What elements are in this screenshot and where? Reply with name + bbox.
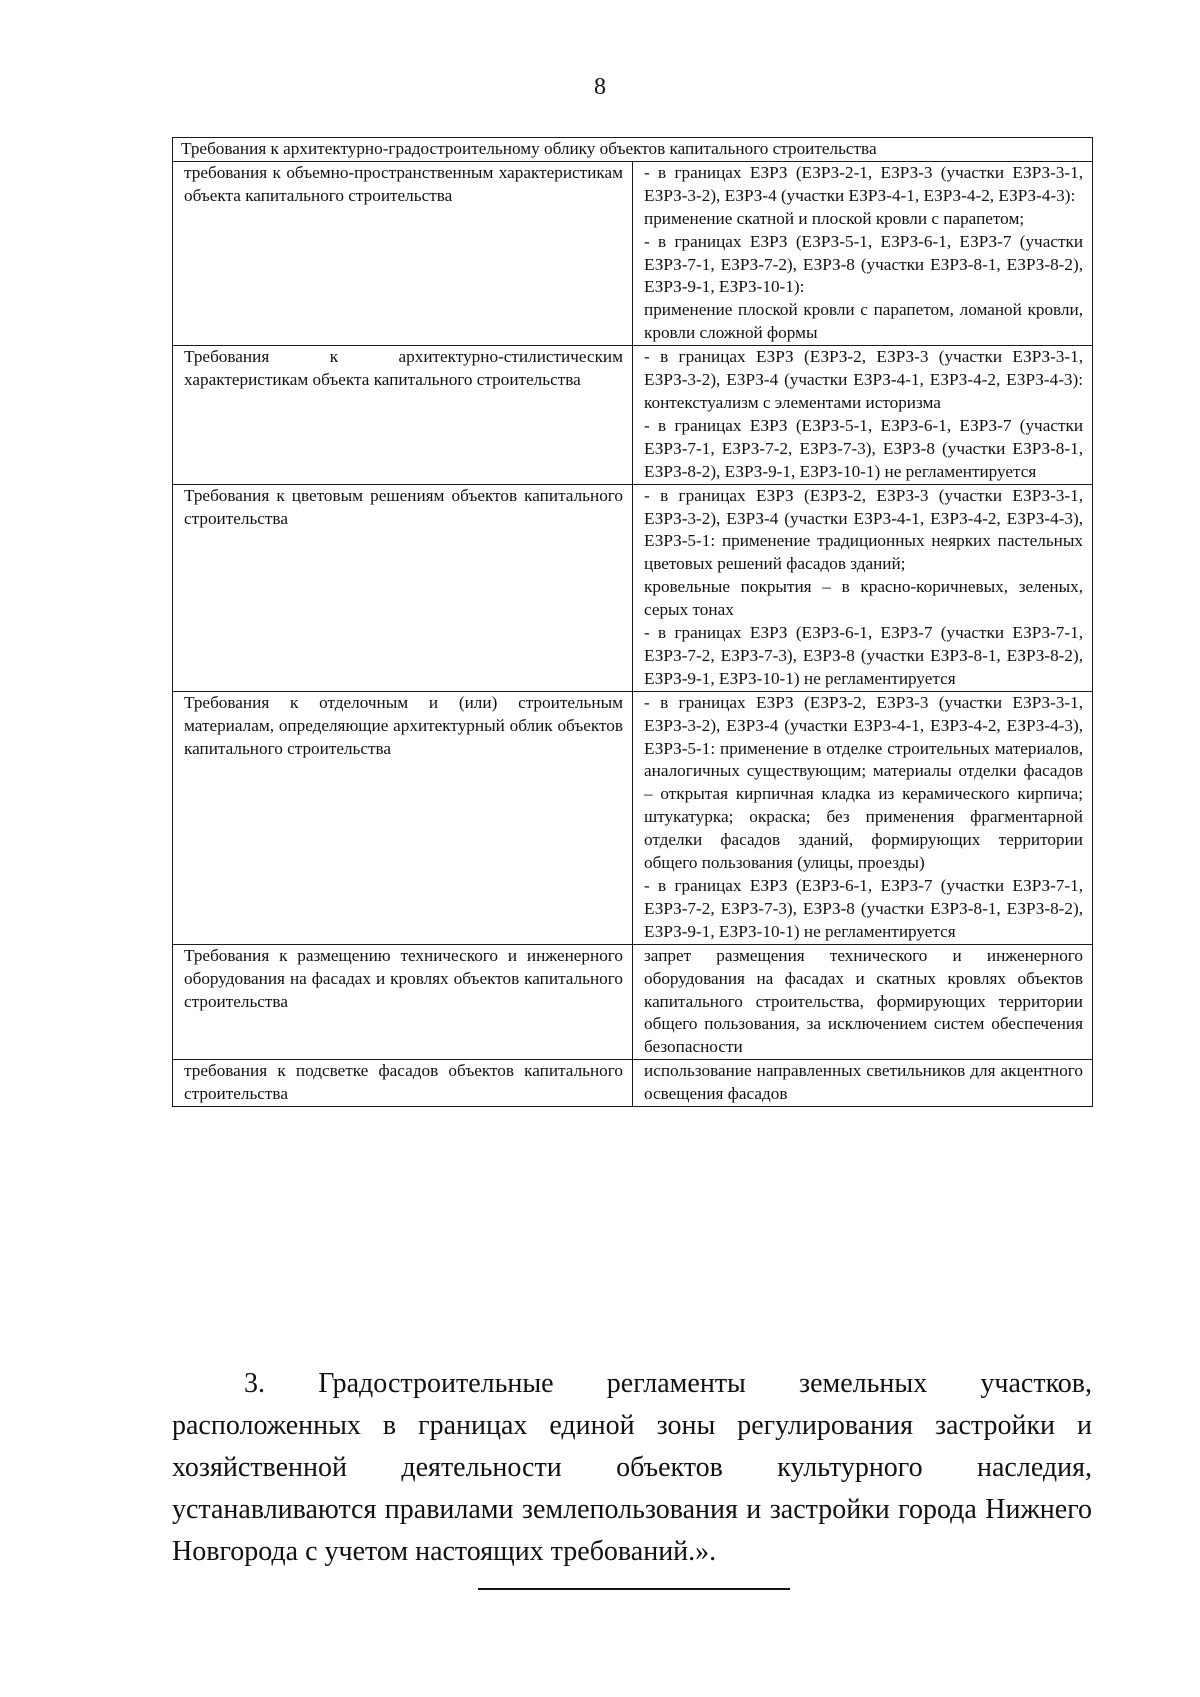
regulation-paragraph: использование направленных светильников для акцентного освещения фасадов (644, 1061, 1084, 1104)
regulation-paragraph: - в границах ЕЗРЗ (ЕЗРЗ-2, ЕЗРЗ-3 (участки ЕЗРЗ-3-1, ЕЗРЗ-3-2), ЕЗРЗ-4 (участки ЕЗРЗ-4-1, ЕЗРЗ-4-2, ЕЗРЗ-4-3): контекстуализм с элементами историзма (644, 347, 1084, 412)
regulation-cell (633, 346, 1093, 484)
regulation-cell (633, 161, 1093, 345)
table-header: Требования к архитектурно-градостроительному облику объектов капитального строительства (173, 138, 1093, 162)
regulation-paragraph: - в границах ЕЗРЗ (ЕЗРЗ-2, ЕЗРЗ-3 (участки ЕЗРЗ-3-1, ЕЗРЗ-3-2), ЕЗРЗ-4 (участки ЕЗРЗ-4-1, ЕЗРЗ-4-2, ЕЗРЗ-4-3), ЕЗРЗ-5-1: применение в отделке строительных материалов, аналогичных существующим; материалы отделки фасадов – открытая кирпичная кладка из керамического кирпича; штукатурка; окраска; без применения фрагментарной отделки фасадов зданий, формирующих территории общего пользования (улицы, проезды) (644, 692, 1084, 873)
regulation-paragraph: кровельные покрытия – в красно-коричневых, зеленых, серых тонах (644, 577, 1084, 620)
table-row (173, 1060, 1093, 1107)
regulation-paragraph: запрет размещения технического и инженерного оборудования на фасадах и скатных кровлях объектов капитального строительства, формирующих территории общего пользования, за исключением систем обеспечения безопасности (644, 945, 1084, 1057)
table-row (173, 484, 1093, 691)
requirement-cell: Требования к размещению технического и инженерного оборудования на фасадах и кровлях объектов капитального строительства (173, 944, 633, 1060)
regulation-paragraph: применение плоской кровли с парапетом, ломаной кровли, кровли сложной формы (644, 300, 1084, 343)
requirement-cell: Требования к цветовым решениям объектов капитального строительства (173, 484, 633, 691)
regulation-cell (633, 1060, 1093, 1107)
end-separator-line (478, 1588, 790, 1590)
requirement-cell: Требования к отделочным и (или) строительным материалам, определяющие архитектурный облик объектов капитального строительства (173, 691, 633, 944)
closing-paragraph (172, 1363, 1092, 1573)
regulation-paragraph: - в границах ЕЗРЗ (ЕЗРЗ-6-1, ЕЗРЗ-7 (участки ЕЗРЗ-7-1, ЕЗРЗ-7-2, ЕЗРЗ-7-3), ЕЗРЗ-8 (участки ЕЗРЗ-8-1, ЕЗРЗ-8-2), ЕЗРЗ-9-1, ЕЗРЗ-10-1) не регламентируется (644, 876, 1084, 941)
regulation-paragraph: - в границах ЕЗРЗ (ЕЗРЗ-5-1, ЕЗРЗ-6-1, ЕЗРЗ-7 (участки ЕЗРЗ-7-1, ЕЗРЗ-7-2, ЕЗРЗ-7-3), ЕЗРЗ-8 (участки ЕЗРЗ-8-1, ЕЗРЗ-8-2), ЕЗРЗ-9-1, ЕЗРЗ-10-1) не регламентируется (644, 415, 1084, 481)
requirements-table (172, 137, 1093, 1107)
table-row (173, 346, 1093, 484)
table-row (173, 161, 1093, 345)
regulation-paragraph: - в границах ЕЗРЗ (ЕЗРЗ-6-1, ЕЗРЗ-7 (участки ЕЗРЗ-7-1, ЕЗРЗ-7-2, ЕЗРЗ-7-3), ЕЗРЗ-8 (участки ЕЗРЗ-8-1, ЕЗРЗ-8-2), ЕЗРЗ-9-1, ЕЗРЗ-10-1) не регламентируется (644, 623, 1084, 688)
closing-paragraph-text: 3. Градостроительные регламенты земельных участков, расположенных в границах единой зоны регулирования застройки и хозяйственной деятельности объектов культурного наследия, устанавливаются правилами землепользования и застройки города Нижнего Новгорода с учетом настоящих требований.». (172, 1368, 1092, 1567)
requirement-cell: требования к подсветке фасадов объектов капитального строительства (173, 1060, 633, 1107)
regulation-paragraph: - в границах ЕЗРЗ (ЕЗРЗ-5-1, ЕЗРЗ-6-1, ЕЗРЗ-7 (участки ЕЗРЗ-7-1, ЕЗРЗ-7-2), ЕЗРЗ-8 (участки ЕЗРЗ-8-1, ЕЗРЗ-8-2), ЕЗРЗ-9-1, ЕЗРЗ-10-1): (644, 231, 1084, 297)
regulation-paragraph: - в границах ЕЗРЗ (ЕЗРЗ-2-1, ЕЗРЗ-3 (участки ЕЗРЗ-3-1, ЕЗРЗ-3-2), ЕЗРЗ-4 (участки ЕЗРЗ-4-1, ЕЗРЗ-4-2, ЕЗРЗ-4-3): (644, 162, 1084, 205)
page-number: 8 (594, 74, 606, 100)
table-row (173, 944, 1093, 1060)
requirement-cell: требования к объемно-пространственным характеристикам объекта капитального строительства (173, 161, 633, 345)
requirement-cell: Требования к архитектурно-стилистическим характеристикам объекта капитального строительства (173, 346, 633, 484)
regulation-cell (633, 484, 1093, 691)
table-row (173, 691, 1093, 944)
table-header-row (173, 138, 1093, 162)
regulation-paragraph: - в границах ЕЗРЗ (ЕЗРЗ-2, ЕЗРЗ-3 (участки ЕЗРЗ-3-1, ЕЗРЗ-3-2), ЕЗРЗ-4 (участки ЕЗРЗ-4-1, ЕЗРЗ-4-2, ЕЗРЗ-4-3), ЕЗРЗ-5-1: применение традиционных неярких пастельных цветовых решений фасадов зданий; (644, 485, 1084, 574)
regulation-cell (633, 944, 1093, 1060)
regulation-paragraph: применение скатной и плоской кровли с парапетом; (644, 208, 1025, 228)
regulation-cell (633, 691, 1093, 944)
